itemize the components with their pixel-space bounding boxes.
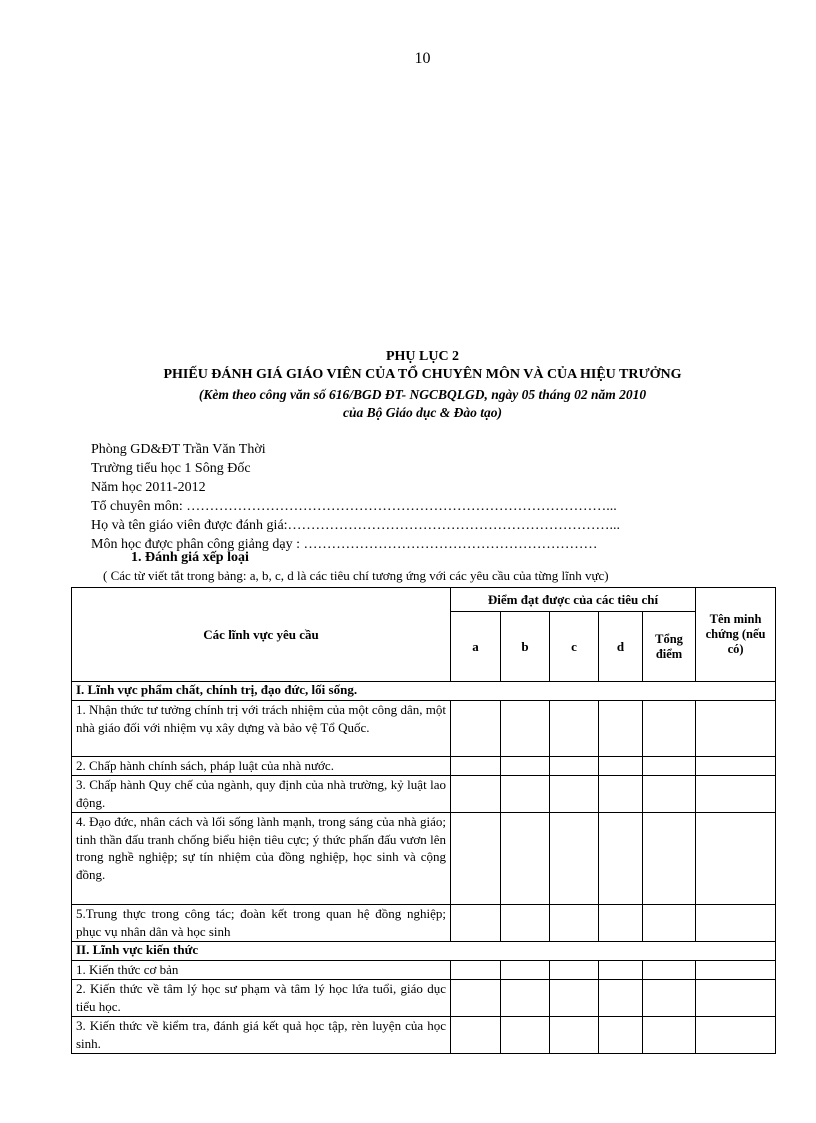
evidence-cell[interactable] [696, 757, 776, 776]
score-cell[interactable] [501, 1017, 550, 1054]
evidence-cell[interactable] [696, 961, 776, 980]
header-score-group: Điểm đạt được của các tiêu chí [451, 588, 696, 612]
subject-field: Môn học được phân công giảng dạy : ……………………………………………………… [91, 537, 598, 552]
school-line: Trường tiểu học 1 Sông Đốc [91, 461, 251, 476]
category-row: II. Lĩnh vực kiến thức [72, 942, 776, 961]
score-cell[interactable] [599, 980, 643, 1017]
score-cell[interactable] [599, 961, 643, 980]
criterion-cell: 2. Chấp hành chính sách, pháp luật của nhà nước. [72, 757, 451, 776]
score-cell[interactable] [599, 701, 643, 757]
header-a: a [451, 612, 501, 682]
evaluation-table [71, 587, 776, 1054]
header-total: Tổng điểm [643, 612, 696, 682]
score-cell[interactable] [501, 757, 550, 776]
total-cell[interactable] [643, 813, 696, 905]
score-cell[interactable] [550, 776, 599, 813]
score-cell[interactable] [550, 905, 599, 942]
score-cell[interactable] [501, 813, 550, 905]
form-title: PHIẾU ĐÁNH GIÁ GIÁO VIÊN CỦA TỔ CHUYÊN MÔN VÀ CỦA HIỆU TRƯỞNG [163, 367, 682, 382]
reference-note-line1: (Kèm theo công văn số 616/BGD ĐT- NGCBQLGD, ngày 05 tháng 02 năm 2010 [198, 387, 647, 402]
score-cell[interactable] [451, 961, 501, 980]
evidence-cell[interactable] [696, 813, 776, 905]
score-cell[interactable] [599, 776, 643, 813]
criterion-cell: 3. Chấp hành Quy chế của ngành, quy định của nhà trường, kỷ luật lao động. [72, 776, 451, 813]
score-cell[interactable] [550, 980, 599, 1017]
score-cell[interactable] [550, 961, 599, 980]
total-cell[interactable] [643, 961, 696, 980]
reference-note-line2: của Bộ Giáo dục & Đào tạo) [342, 405, 502, 420]
score-cell[interactable] [550, 1017, 599, 1054]
total-cell[interactable] [643, 1017, 696, 1054]
header-c: c [550, 612, 599, 682]
section-heading: 1. Đánh giá xếp loại [131, 550, 249, 565]
teacher-name-field: Họ và tên giáo viên được đánh giá:……………………………………………………………... [91, 518, 621, 533]
criterion-cell: 5.Trung thực trong công tác; đoàn kết trong quan hệ đồng nghiệp; phục vụ nhân dân và học sinh [72, 905, 451, 942]
criterion-cell: 1. Kiến thức cơ bản [72, 961, 451, 980]
total-cell[interactable] [643, 776, 696, 813]
criterion-cell: 2. Kiến thức về tâm lý học sư phạm và tâm lý học lứa tuổi, giáo dục tiểu học. [72, 980, 451, 1017]
abbreviation-note: ( Các từ viết tắt trong bảng: a, b, c, d là các tiêu chí tương ứng với các yêu cầu của từng lĩnh vực) [103, 568, 609, 583]
score-cell[interactable] [451, 1017, 501, 1054]
criterion-cell: 3. Kiến thức về kiểm tra, đánh giá kết quả học tập, rèn luyện của học sinh. [72, 1017, 451, 1054]
header-d: d [599, 612, 643, 682]
score-cell[interactable] [599, 1017, 643, 1054]
total-cell[interactable] [643, 905, 696, 942]
score-cell[interactable] [501, 701, 550, 757]
score-cell[interactable] [451, 813, 501, 905]
criterion-cell: 1. Nhận thức tư tưởng chính trị với trách nhiệm của một công dân, một nhà giáo đối với nhiệm vụ xây dựng và bảo vệ Tổ Quốc. [72, 701, 451, 757]
category-row: I. Lĩnh vực phẩm chất, chính trị, đạo đức, lối sống. [72, 682, 776, 701]
criterion-cell: 4. Đạo đức, nhân cách và lối sống lành mạnh, trong sáng của nhà giáo; tinh thần đấu tranh chống biểu hiện tiêu cực; ý thức phấn đấu vươn lên trong nghề nghiệp; sự tín nhiệm của đồng nghiệp, học sinh và cộng đồng. [72, 813, 451, 905]
score-cell[interactable] [501, 905, 550, 942]
school-year-line: Năm học 2011-2012 [91, 480, 206, 495]
appendix-label: PHỤ LỤC 2 [385, 349, 460, 364]
score-cell[interactable] [550, 813, 599, 905]
header-b: b [501, 612, 550, 682]
evidence-cell[interactable] [696, 776, 776, 813]
header-domain: Các lĩnh vực yêu cầu [72, 588, 451, 682]
total-cell[interactable] [643, 701, 696, 757]
evidence-cell[interactable] [696, 980, 776, 1017]
score-cell[interactable] [451, 701, 501, 757]
score-cell[interactable] [451, 757, 501, 776]
total-cell[interactable] [643, 757, 696, 776]
score-cell[interactable] [501, 776, 550, 813]
department-line: Phòng GD&ĐT Trần Văn Thời [91, 442, 266, 457]
score-cell[interactable] [550, 701, 599, 757]
page-number: 10 [414, 50, 431, 67]
score-cell[interactable] [451, 980, 501, 1017]
score-cell[interactable] [451, 776, 501, 813]
score-cell[interactable] [599, 905, 643, 942]
score-cell[interactable] [599, 757, 643, 776]
score-cell[interactable] [550, 757, 599, 776]
total-cell[interactable] [643, 980, 696, 1017]
evidence-cell[interactable] [696, 701, 776, 757]
score-cell[interactable] [501, 961, 550, 980]
evidence-cell[interactable] [696, 1017, 776, 1054]
score-cell[interactable] [501, 980, 550, 1017]
header-evidence: Tên minh chứng (nếu có) [696, 588, 776, 682]
score-cell[interactable] [451, 905, 501, 942]
score-cell[interactable] [599, 813, 643, 905]
team-field: Tổ chuyên môn: ………………………………………………………………………………... [91, 499, 617, 514]
evidence-cell[interactable] [696, 905, 776, 942]
